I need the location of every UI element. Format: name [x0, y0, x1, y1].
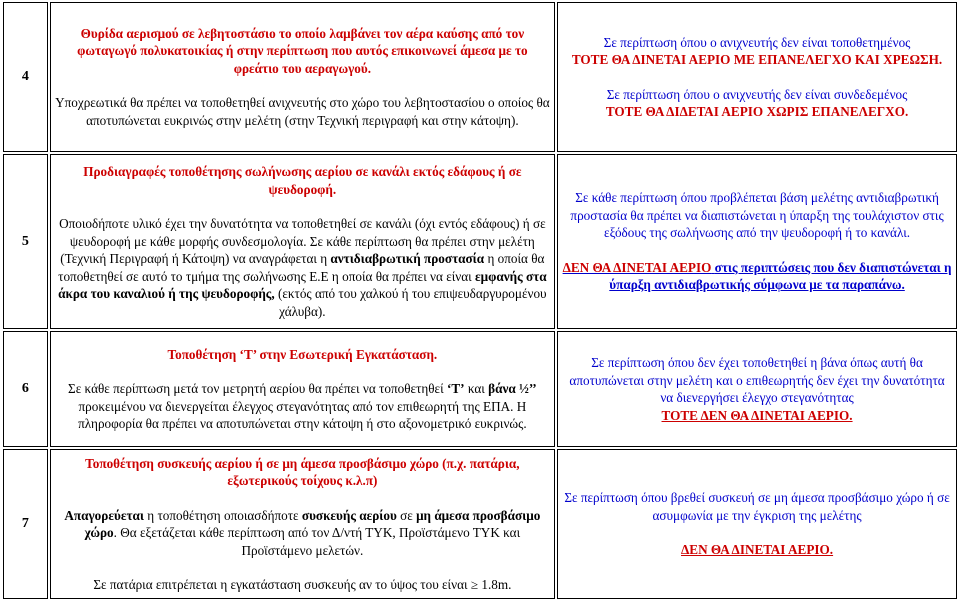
text-span: Οποιοδήποτε υλικό έχει την δυνατότητα να τοποθετηθεί σε κανάλι (όχι εντός εδάφους) ή σε ψευδοροφή με κάθε μορφής συνδεσμολογία. — [59, 216, 546, 249]
text-span-bold: αντιδιαβρωτική προστασία — [330, 251, 485, 266]
text-span: ΔΕΝ ΘΑ ΔΙΝΕΤΑΙ ΑΕΡΙΟ — [562, 259, 712, 275]
text-span: Σε κάθε περίπτωση μετά τον μετρητή αερίου θα πρέπει να τοποθετηθεί — [68, 381, 444, 396]
requirement-text — [55, 576, 550, 594]
action-cell — [557, 331, 957, 447]
action-verdict: ΔΕΝ ΘΑ ΔΙΝΕΤΑΙ ΑΕΡΙΟ. — [681, 542, 834, 558]
text-span: και — [467, 381, 485, 396]
action-verdict: ΤΟΤΕ ΘΑ ΔΙΔΕΤΑΙ ΑΕΡΙΟ ΧΩΡΙΣ ΕΠΑΝΕΛΕΓΧΟ. — [605, 104, 909, 119]
action-text: Σε περίπτωση όπου ο ανιχνευτής δεν είναι τοποθετημένος — [603, 34, 911, 50]
text-span: . Θα εξετάζεται κάθε περίπτωση από τον Δ/ντή ΤΥΚ, Προϊστάμενο ΤΥΚ και Προϊστάμενο μελετών. — [113, 525, 521, 558]
action-text: Σε περίπτωση όπου δεν έχει τοποθετηθεί η βάνα όπως αυτή θα αποτυπώνεται στην μελέτη και ο επιθεωρητής δεν έχει την δυνατότητα να διενεργήσει έλεγχο στεγανότητας — [569, 355, 945, 405]
requirement-text — [55, 507, 550, 560]
requirement-title: Προδιαγραφές τοποθέτησης σωλήνωσης αερίου σε κανάλι εκτός εδάφους ή σε ψευδοροφή. — [83, 164, 522, 197]
requirement-text: Υποχρεωτικά θα πρέπει να τοποθετηθεί ανιχνευτής στο χώρο του λεβητοστασίου ο οποίος θα αποτυπώνεται ευκρινώς στην μελέτη (στην Τεχνική περιγραφή και στην κάτοψη). — [55, 95, 550, 128]
requirement-cell — [50, 154, 555, 329]
action-text: Σε περίπτωση όπου βρεθεί συσκευή σε μη άμεσα προσβάσιμο χώρο ή σε ασυμφωνία με την έγκριση της μελέτης — [564, 490, 950, 523]
text-span-bold: εμφανής στα άκρα του καναλιού ή της ψευδοροφής, — [58, 268, 547, 301]
table-row — [3, 331, 957, 447]
row-number: 5 — [3, 154, 48, 329]
requirement-title: Τοποθέτηση ‘Τ’ στην Εσωτερική Εγκατάσταση. — [167, 346, 438, 362]
text-span-bold: μη άμεσα προσβάσιμο χώρο — [84, 507, 541, 540]
action-text: Σε περίπτωση όπου ο ανιχνευτής δεν είναι συνδεδεμένος — [606, 86, 908, 102]
row-number: 4 — [3, 2, 48, 152]
table-row — [3, 449, 957, 599]
text-span: προκειμένου να διενεργείται έλεγχος στεγανότητας από τον επιθεωρητή της ΕΠΑ. Η πληροφορία θα πρέπει να αποτυπώνεται στην κάτοψη ή στο αξονομετρικό ευκρινώς. — [78, 398, 527, 431]
requirement-cell — [50, 449, 555, 599]
action-verdict: ΤΟΤΕ ΔΕΝ ΘΑ ΔΙΝΕΤΑΙ ΑΕΡΙΟ. — [661, 407, 853, 423]
text-span: Σε κάθε περίπτωση θα πρέπει στην μελέτη (Τεχνική Περιγραφή ή Κάτοψη) να αναγράφεται η — [60, 233, 535, 266]
text-span: στις περιπτώσεις που δεν διαπιστώνεται η ύπαρξη αντιδιαβρωτικής σύμφωνα με τα παραπάνω. — [609, 259, 952, 293]
action-cell — [557, 154, 957, 329]
text-span: Σε πατάρια επιτρέπεται η εγκατάσταση συσκευής αν το ύψος του είναι — [93, 577, 468, 592]
text-span-bold: βάνα ½’’ — [488, 381, 537, 396]
text-span: σε — [400, 507, 413, 523]
text-span: 1.8m. — [481, 577, 512, 592]
requirement-title: Τοποθέτηση συσκευής αερίου ή σε μη άμεσα προσβάσιμο χώρο (π.χ. πατάρια, εξωτερικούς τοίχους κ.λ.π) — [85, 455, 520, 488]
row-number: 7 — [3, 449, 48, 599]
action-cell — [557, 449, 957, 599]
inspection-table — [1, 0, 959, 601]
requirement-text — [55, 380, 550, 433]
text-span-bold: Απαγορεύεται — [64, 507, 144, 523]
action-cell — [557, 2, 957, 152]
action-text: Σε κάθε περίπτωση όπου προβλέπεται βάση μελέτης αντιδιαβρωτική προστασία θα πρέπει να διαπιστώνεται η ύπαρξη της τουλάχιστον στις εξόδους της σωλήνωσης από την ψευδοροφή ή το κανάλι. — [570, 190, 944, 241]
action-verdict — [562, 259, 952, 294]
text-span-bold: συσκευής αερίου — [301, 507, 397, 523]
text-span: (εκτός από του χαλκού ή του επιψευδαργυρομένου χάλυβα). — [277, 286, 547, 319]
requirement-cell — [50, 2, 555, 152]
text-span-bold: ‘Τ’ — [446, 381, 465, 396]
requirement-title: Θυρίδα αερισμού σε λεβητοστάσιο το οποίο λαμβάνει τον αέρα καύσης από τον φωταγωγό πολυκατοικίας ή στην περίπτωση που αυτός επικοινωνεί άμεσα με το φρεάτιο του αεραγωγού. — [77, 25, 528, 76]
text-span: η τοποθέτηση οποιασδήποτε — [147, 507, 299, 523]
row-number: 6 — [3, 331, 48, 447]
action-verdict: ΤΟΤΕ ΘΑ ΔΙΝΕΤΑΙ ΑΕΡΙΟ ΜΕ ΕΠΑΝΕΛΕΓΧΟ ΚΑΙ ΧΡΕΩΣΗ. — [571, 52, 943, 67]
text-span: η οποία θα τοποθετηθεί σε αυτό το τμήμα της σωλήνωσης Ε.Ε η οποία θα πρέπει να είναι — [58, 251, 545, 284]
table-row — [3, 2, 957, 152]
requirement-cell — [50, 331, 555, 447]
requirement-text — [55, 215, 550, 320]
greater-equal-symbol: ≥ — [470, 577, 479, 592]
table-row — [3, 154, 957, 329]
